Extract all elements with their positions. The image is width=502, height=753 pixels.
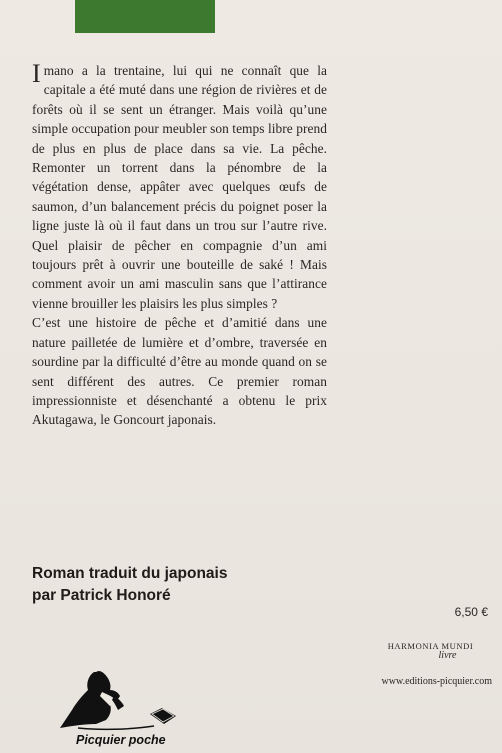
- summary-paragraph-1: [32, 61, 327, 313]
- cover-accent-band: [75, 0, 215, 33]
- distributor-suffix: livre: [438, 650, 457, 661]
- collection-name: Picquier poche: [76, 733, 166, 747]
- credits-line-1: Roman traduit du japonais: [32, 565, 228, 582]
- distributor-name: HARMONIA MUNDI: [387, 641, 474, 651]
- summary-text: [32, 61, 327, 430]
- summary-paragraph-2: C’est une histoire de pêche et d’amitié dans une nature pailletée de lumière et d’ombre, traversée en sourdine par la difficulté d’être au monde quand on se sent différent des autres. Ce premier roman impressionniste et désenchanté a obtenu le prix Akutagawa, le Goncourt japonais.: [32, 315, 327, 428]
- credits-line-2: par Patrick Honoré: [32, 587, 171, 604]
- dropcap: I: [32, 59, 41, 88]
- price: 6,50 €: [454, 605, 488, 619]
- distributor: [373, 641, 488, 661]
- translation-credits: [32, 563, 352, 607]
- publisher-website: www.editions-picquier.com: [381, 676, 492, 687]
- reading-figure-icon: [58, 666, 198, 736]
- summary-paragraph-1-text: mano a la trentaine, lui qui ne connaît que la capitale a été muté dans une région de rivières et de forêts où il se sent un étranger. Mais voilà qu’une simple occupation pour meubler son temps libre prend de plus en plus de place dans sa vie. La pêche. Remonter un torrent dans la pénombre de la végétation dense, appâter avec quelques œufs de saumon, d’un balancement précis du poignet poser la ligne juste là où il faut dans un trou sur l’autre rive. Quel plaisir de pêcher en compagnie d’un ami toujours prêt à ouvrir une bouteille de saké ! Mais comment avoir un ami masculin sans que l’attirance vienne brouiller les plaisirs les plus simples ?: [32, 63, 327, 311]
